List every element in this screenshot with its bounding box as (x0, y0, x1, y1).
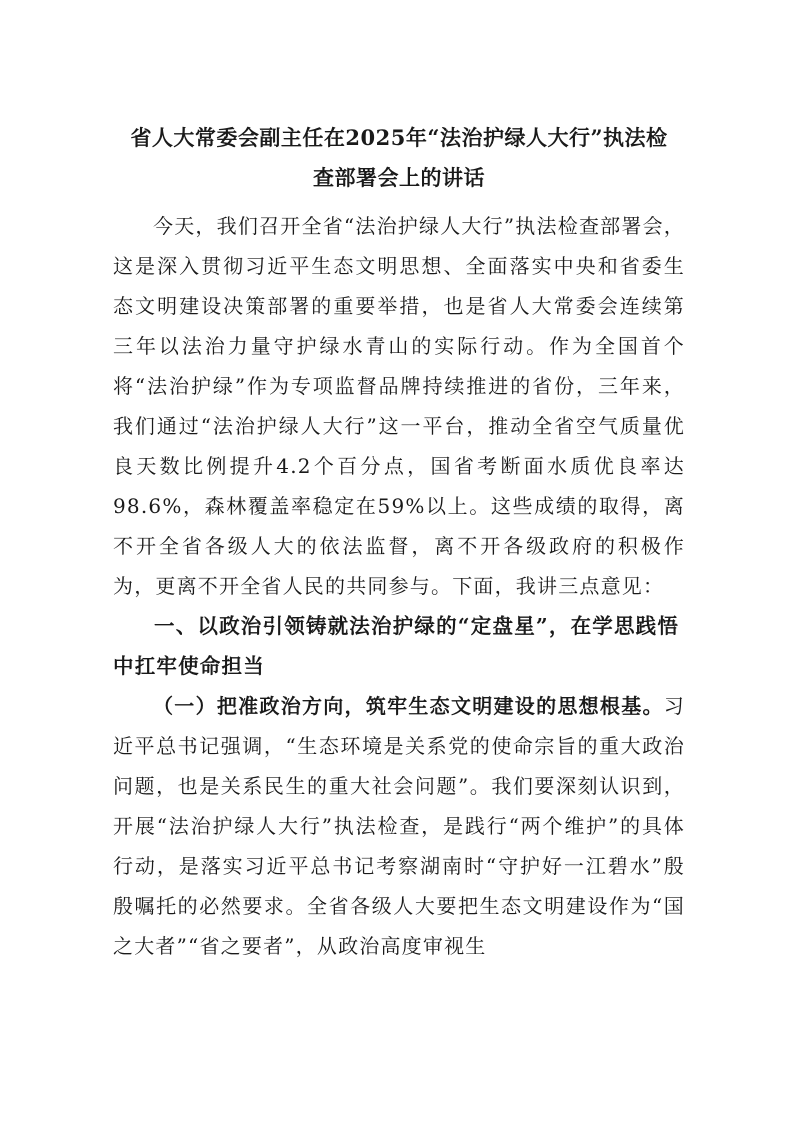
subsection-1-paragraph (113, 686, 685, 966)
document-title (113, 118, 685, 198)
title-line-1: 省人大常委会副主任在2025年“法治护绿人大行”执法检 (130, 125, 668, 150)
document-page (113, 118, 685, 966)
section-1-heading: 一、以政治引领铸就法治护绿的“定盘星”，在学思践悟中扛牢使命担当 (113, 614, 680, 678)
subsection-1-body: 习近平总书记强调，“生态环境是关系党的使命宗旨的重大政治问题，也是关系民生的重大社会问题”。我们要深刻认识到，开展“法治护绿人大行”执法检查，是践行“两个维护”的具体行动，是落实习近平总书记考察湖南时“守护好一江碧水”殷殷嘱托的必然要求。全省各级人大要把生态文明建设作为“国之大者”“省之要者”，从政治高度审视生 (113, 694, 685, 958)
intro-paragraph: 今天，我们召开全省“法治护绿人大行”执法检查部署会，这是深入贯彻习近平生态文明思想、全面落实中央和省委生态文明建设决策部署的重要举措，也是省人大常委会连续第三年以法治力量守护绿水青山的实际行动。作为全国首个将“法治护绿”作为专项监督品牌持续推进的省份，三年来，我们通过“法治护绿人大行”这一平台，推动全省空气质量优良天数比例提升4.2个百分点，国省考断面水质优良率达98.6%，森林覆盖率稳定在59%以上。这些成绩的取得，离不开全省各级人大的依法监督，离不开各级政府的积极作为，更离不开全省人民的共同参与。下面，我讲三点意见： (113, 214, 685, 598)
title-line-2: 查部署会上的讲话 (313, 165, 485, 190)
subsection-1-lead: （一）把准政治方向，筑牢生态文明建设的思想根基。 (153, 694, 664, 718)
